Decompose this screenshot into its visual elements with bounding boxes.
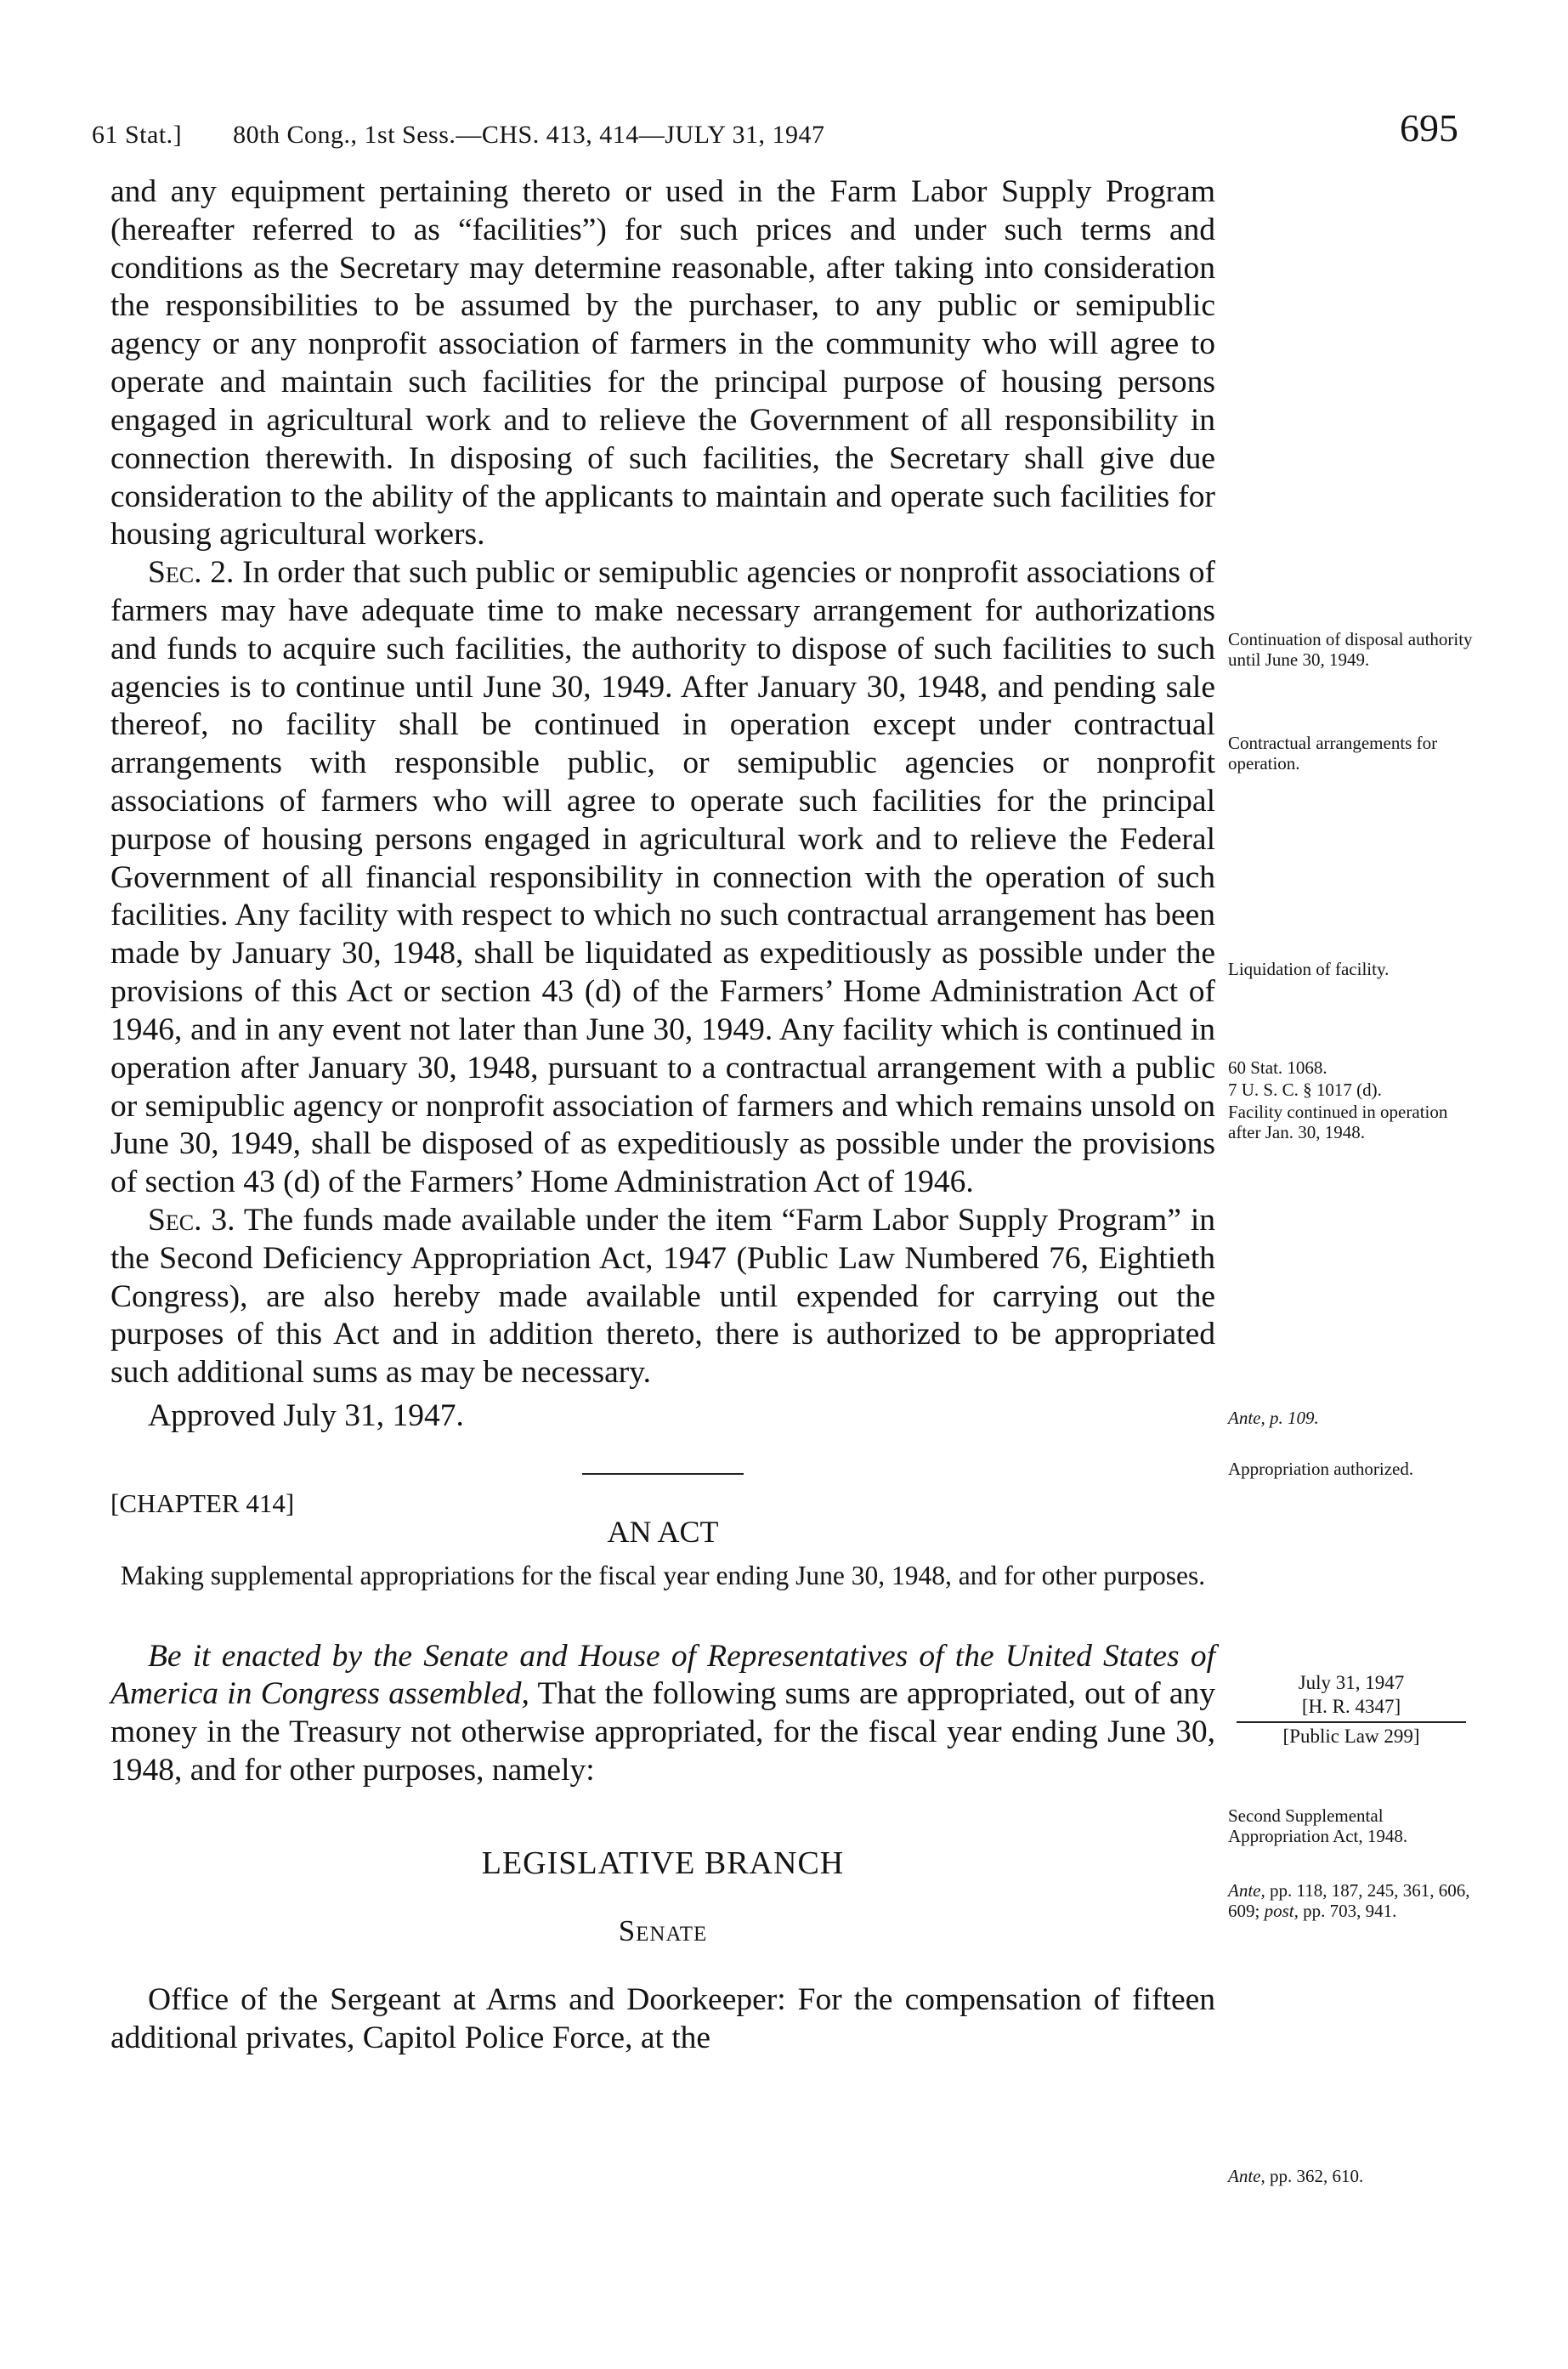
section-3-text: The funds made available under the item “Farm Labor Supply Program” in the Second Deficiency Appropriation Act, 1947 (Public Law Numbered 76, Eightieth Congress), are also hereby made available until expended for carrying out the purposes of this Act and in addition thereto, there is authorized to be appropriated such additional sums as may be necessary. bbox=[110, 1202, 1215, 1391]
note-stat-ref: 60 Stat. 1068. bbox=[1228, 1057, 1327, 1078]
approved-line: Approved July 31, 1947. bbox=[148, 1398, 464, 1433]
section-3 bbox=[110, 1202, 1215, 1392]
note-ante-109: Ante, p. 109. bbox=[1228, 1408, 1319, 1428]
main-text bbox=[110, 173, 1215, 2058]
running-head bbox=[92, 121, 824, 150]
senate-subheading: Senate bbox=[618, 1914, 708, 1948]
note-ante-refs: Ante, pp. 118, 187, 245, 361, 606, 609; post, pp. 703, 941. bbox=[1228, 1880, 1470, 1922]
docket-rule bbox=[1237, 1721, 1466, 1723]
docket-public-law: [Public Law 299] bbox=[1282, 1726, 1420, 1748]
chapter-heading bbox=[110, 1473, 1215, 1575]
note-ante-362: Ante, pp. 362, 610. bbox=[1228, 2166, 1364, 2186]
section-2 bbox=[110, 554, 1215, 1202]
enacting-italic: Be it enacted by the Senate and House of Representatives of the United States of America in Congress assembled, bbox=[110, 1638, 1215, 1712]
section-2-text: In order that such public or semipublic agencies or nonprofit associations of farmers may have adequate time to make necessary arrangement for authorizations and funds to acquire such facilities, the authority to dispose of such facilities to such agencies is to continue until June 30, 1949. After January 30, 1948, and pending sale thereof, no facility shall be continued in operation except under contractual arrangements with responsible public, or semipublic agencies or nonprofit associations of farmers who will agree to operate such facilities for the principal purpose of housing persons engaged in agricultural work and to relieve the Federal Government of all financial responsibility in connection with the operation of such facilities. Any facility with respect to which no such contractual arrangement has been made by January 30, 1948, shall be liquidated as expeditiously as possible under the provisions of this Act or section 43 (d) of the Farmers’ Home Administration Act of 1946, and in any event not later than June 30, 1949. Any facility which is continued in operation after January 30, 1948, pursuant to a contractual arrangement with a public or semipublic agency or nonprofit association of farmers and which remains unsold on June 30, 1949, shall be disposed of as expeditiously as possible under the provisions of section 43 (d) of the Farmers’ Home Administration Act of 1946. bbox=[110, 555, 1216, 1200]
note-contractual: Contractual arrangements for operation. bbox=[1228, 733, 1438, 774]
note-liquidation: Liquidation of facility. bbox=[1228, 959, 1390, 979]
docket-date: July 31, 1947 bbox=[1298, 1672, 1405, 1693]
note-facility-continued: Facility continued in operation after Jan. 30, 1948. bbox=[1228, 1102, 1448, 1143]
act-purpose: Making supplemental appropriations for the fiscal year ending June 30, 1948, and for other purposes. bbox=[120, 1560, 1206, 1590]
note-usc-ref: 7 U. S. C. § 1017 (d). bbox=[1228, 1080, 1382, 1100]
note-continuation: Continuation of disposal authority until June 30, 1949. bbox=[1228, 629, 1473, 671]
chapter-label: [CHAPTER 414] bbox=[110, 1488, 295, 1518]
continuation-paragraph: and any equipment pertaining thereto or used in the Farm Labor Supply Program (hereafter referred to as “facilities”) for such prices and under such terms and conditions as the Secretary may determine reasonable, after taking into consideration the responsibilities to be assumed by the purchaser, to any public or semipublic agency or any nonprofit association of farmers in the community who will agree to operate and maintain such facilities for the principal purpose of housing persons engaged in agricultural work and to relieve the Government of all responsibility in connection therewith. In disposing of such facilities, the Secretary shall give due consideration to the ability of the applicants to maintain and operate such facilities for housing agricultural workers. bbox=[110, 174, 1215, 553]
page-header bbox=[92, 105, 1458, 156]
an-act-title: AN ACT bbox=[607, 1514, 719, 1549]
enacting-rest: That the following sums are appropriated, out of any money in the Treasury not otherwise appropriated, for the fiscal year ending June 30, 1948, and for other purposes, namely: bbox=[110, 1676, 1215, 1788]
note-second-supplemental: Second Supplemental Appropriation Act, 1948. bbox=[1228, 1805, 1408, 1847]
page-number: 695 bbox=[1400, 106, 1458, 150]
docket-block bbox=[1224, 1671, 1479, 1748]
section-3-label: Sec. 3. bbox=[148, 1202, 235, 1238]
note-appropriation-authorized: Appropriation authorized. bbox=[1228, 1459, 1414, 1479]
section-2-label: Sec. 2. bbox=[148, 555, 235, 591]
enacting-clause bbox=[110, 1638, 1215, 1790]
office-paragraph: Office of the Sergeant at Arms and Doorkeeper: For the compensation of fifteen additional privates, Capitol Police Force, at the bbox=[110, 1982, 1215, 2055]
docket-hr: [H. R. 4347] bbox=[1301, 1695, 1401, 1717]
congress-session: 80th Cong., 1st Sess.—CHS. 413, 414—JULY 31, 1947 bbox=[233, 121, 825, 149]
divider-rule bbox=[582, 1473, 744, 1475]
stat-reference: 61 Stat.] bbox=[92, 121, 183, 149]
legislative-branch-heading: LEGISLATIVE BRANCH bbox=[481, 1845, 845, 1881]
